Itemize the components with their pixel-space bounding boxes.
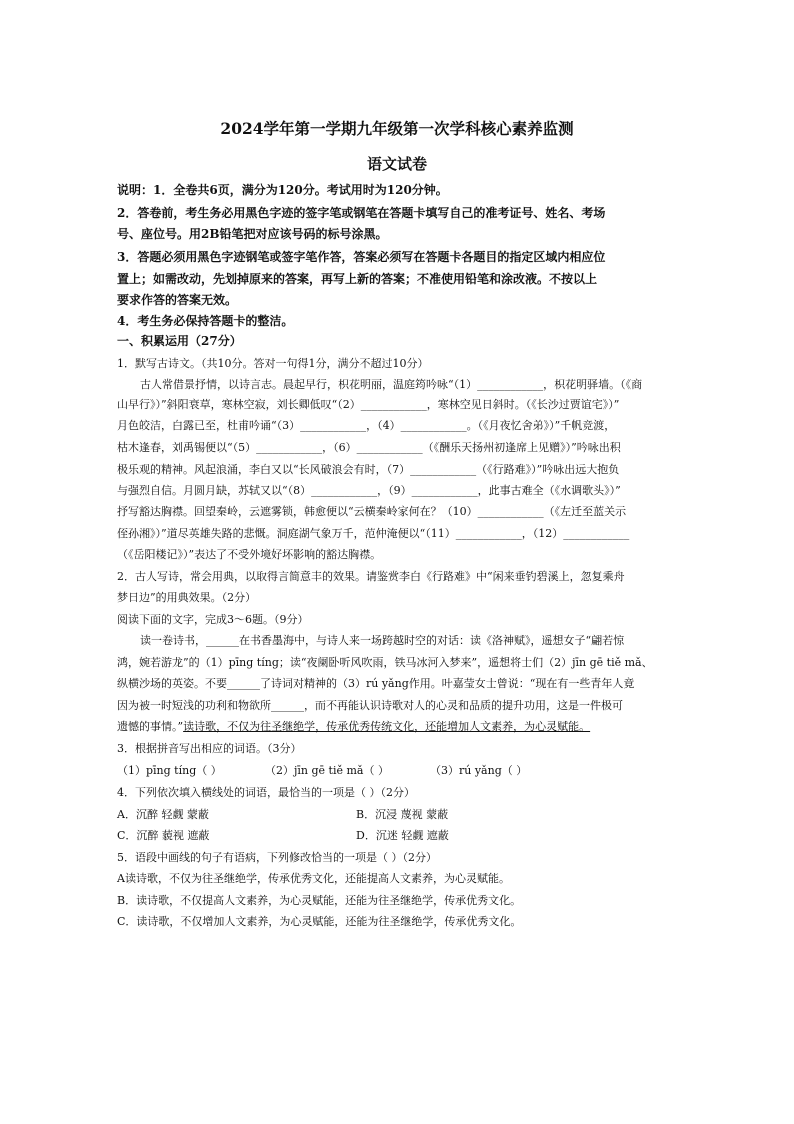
exam-title: 2024学年第一学期九年级第一次学科核心素养监测 (220, 119, 574, 138)
exam-subtitle: 语文试卷 (366, 155, 427, 173)
question-3-item: （3）rú yǎng（ ） (430, 764, 528, 777)
question-1-line: 枯木逢春，刘禹锡便以“（5）____________，（6）____________（《酬乐天扬州初逢席上见赠》）”吟咏出积 (117, 441, 621, 454)
question-5-option-c: C．读诗歌，不仅增加人文素养，为心灵赋能，还能为往圣继绝学，传承优秀文化。 (117, 915, 522, 928)
question-5-option-b: B．读诗歌，不仅提高人文素养，为心灵赋能，还能为往圣继绝学，传承优秀文化。 (117, 894, 522, 907)
question-3-stem: 3．根据拼音写出相应的词语。（3分） (117, 742, 302, 755)
passage-line (117, 719, 590, 734)
instruction-line: 要求作答的答案无效。 (117, 293, 238, 307)
section-heading: 一、积累运用（27分） (117, 334, 242, 348)
question-1-line: 侄孙湘》）”道尽英雄失路的悲慨。洞庭湖气象万千，范仲淹便以“（11）____________，（12）____________ (117, 527, 630, 540)
question-4-option-d: D．沉迷 轻觑 遮蔽 (356, 829, 449, 842)
question-1-line: 与强烈自信。月圆月缺，苏轼又以“（8）____________，（9）____________，此事古难全（《水调歌头》）” (117, 484, 621, 497)
passage-line: 读一卷诗书，______在书香墨海中，与诗人来一场跨越时空的对话：读《洛神赋》，遥想女子“翩若惊 (140, 634, 625, 647)
instruction-line: 置上；如需改动，先划掉原来的答案，再写上新的答案；不准使用铅笔和涂改液。不按以上 (117, 272, 598, 286)
instruction-line: 4．考生务必保持答题卡的整洁。 (117, 314, 294, 328)
question-5-stem: 5．语段中画线的句子有语病，下列修改恰当的一项是（ ）（2分） (117, 851, 437, 864)
question-4-option-c: C．沉醉 藐视 遮蔽 (117, 829, 210, 842)
underlined-sentence: 读诗歌，不仅为往圣继绝学，传承优秀传统文化，还能增加人文素养，为心灵赋能。 (183, 720, 591, 733)
question-2-line: 梦日边”的用典效果。（2分） (117, 591, 257, 604)
instruction-line: 3．答题必须用黑色字迹钢笔或签字笔作答，答案必须写在答题卡各题目的指定区域内相应位 (117, 250, 606, 264)
passage-line: 因为被一时短浅的功利和物欲所______，而不再能认识诗歌对人的心灵和品质的提升功用，这是一件极可 (117, 699, 623, 712)
question-1-line: 月色皎洁，白露已至，杜甫吟诵“（3）____________，（4）____________。（《月夜忆舍弟》）”千帆竞渡， (117, 419, 616, 432)
question-1-line: 古人常借景抒情，以诗言志。晨起早行，枳花明丽，温庭筠吟咏“（1）____________，枳花明驿墙。（《商 (140, 378, 643, 391)
passage-line: 纵横沙场的英姿。不要______了诗词对精神的（3）rú yǎng作用。叶嘉莹女士曾说：“现在有一些青年人竟 (117, 677, 635, 690)
question-2-stem: 2．古人写诗，常会用典，以取得言简意丰的效果。请鉴赏李白《行路难》中“闲来垂钓碧溪上，忽复乘舟 (117, 570, 625, 583)
question-1-line: （《岳阳楼记》）”表达了不受外境好坏影响的豁达胸襟。 (117, 548, 382, 561)
question-4-stem: 4．下列依次填入横线处的词语，最恰当的一项是（ ）（2分） (117, 786, 415, 799)
question-1-line: 山早行》）”斜阳衰草，寒林空寂，刘长卿低叹“（2）____________，寒林空见日斜时。（《长沙过贾谊宅》）” (117, 398, 620, 411)
passage-text: 遗憾的事情。” (117, 720, 184, 733)
instruction-line: 说明：1．全卷共6页，满分为120分。考试用时为120分钟。 (117, 183, 448, 197)
question-1-stem: 1．默写古诗文。（共10分。答对一句得1分，满分不超过10分） (117, 357, 429, 370)
reading-intro: 阅读下面的文字，完成3～6题。（9分） (117, 613, 309, 626)
question-4-option-b: B．沉浸 蔑视 蒙蔽 (356, 808, 449, 821)
question-3-item: （2）jīn gē tiě mǎ（ ） (265, 764, 389, 777)
instruction-line: 号、座位号。用2B铅笔把对应该号码的标号涂黑。 (117, 227, 388, 241)
question-5-option-a: A读诗歌，不仅为往圣继绝学，传承优秀文化，还能提高人文素养，为心灵赋能。 (117, 872, 510, 885)
passage-line: 鸿，婉若游龙”的（1）pīng tíng；读“夜阑卧听风吹雨，铁马冰河入梦来”，遥想将士们（2）jīn gē tiě mǎ、 (117, 656, 653, 669)
question-4-option-a: A．沉醉 轻觑 蒙蔽 (117, 808, 209, 821)
instruction-line: 2．答卷前，考生务必用黑色字迹的签字笔或钢笔在答题卡填写自己的准考证号、姓名、考场 (117, 206, 606, 220)
question-1-line: 极乐观的精神。风起浪涌，李白又以“长风破浪会有时，（7）____________（《行路难》）”吟咏出远大抱负 (117, 463, 620, 476)
question-3-item: （1）pīng tíng（ ） (117, 764, 222, 777)
question-1-line: 抒写豁达胸襟。回望秦岭，云遮雾锁，韩愈便以“云横秦岭家何在？（10）____________（《左迁至蓝关示 (117, 505, 627, 518)
